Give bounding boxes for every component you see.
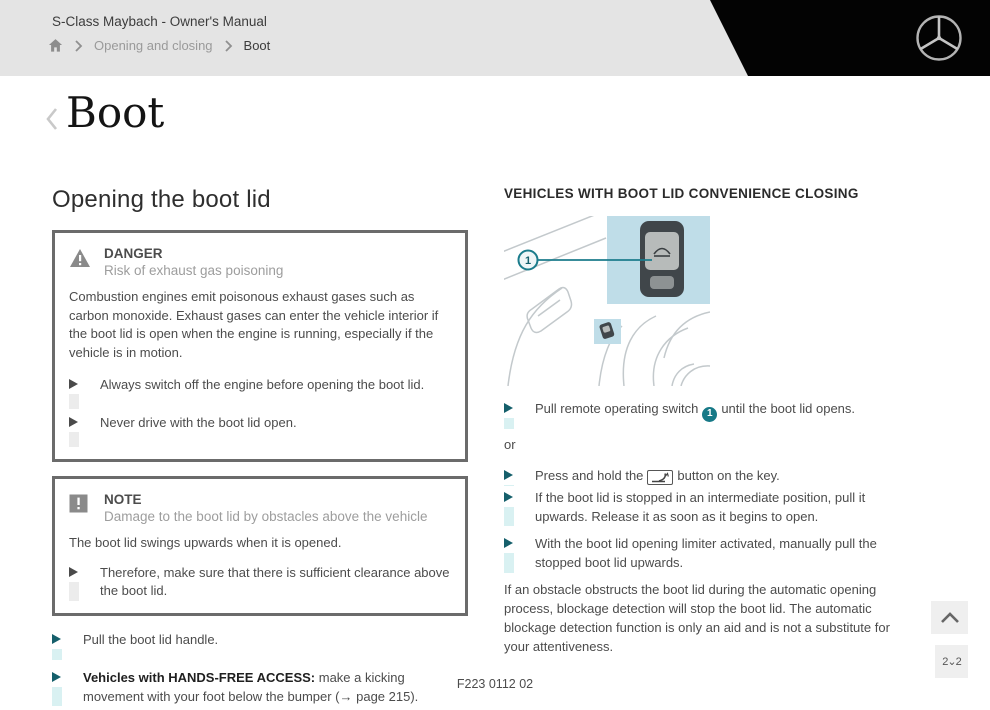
note-body: The boot lid swings upwards when it is opened. xyxy=(69,534,342,550)
hands-free-access-bold: Vehicles with HANDS-FREE ACCESS: xyxy=(83,670,316,686)
note-box-header xyxy=(69,492,451,524)
hands-free-access-rest: make a kicking movement with your foot below the bumper (→ page 215). xyxy=(83,670,419,704)
figure-callout-number: 1 xyxy=(524,255,532,267)
boot-switch-illustration xyxy=(504,216,710,386)
mercedes-logo[interactable] xyxy=(914,13,964,63)
bullet-arrow-icon xyxy=(52,630,83,660)
danger-label: DANGER xyxy=(104,246,163,261)
switch-post-text: until the boot lid opens. xyxy=(721,401,856,416)
home-icon[interactable] xyxy=(48,38,63,53)
left-column xyxy=(52,186,468,710)
note-bullet-text: Therefore, make sure that there is sufficient clearance above the boot lid. xyxy=(100,564,450,599)
section-title-opening: Opening the boot lid xyxy=(52,186,271,213)
note-box xyxy=(52,476,468,616)
key-post-text: button on the key. xyxy=(677,468,780,483)
danger-bullet xyxy=(69,413,451,447)
instruction-text xyxy=(535,466,906,486)
instruction-text: If the boot lid is stopped in an intermediate position, pull it upwards. Release it as soon as it begins to open. xyxy=(535,490,866,524)
danger-subtitle: Risk of exhaust gas poisoning xyxy=(104,263,284,278)
blockage-detection-paragraph: If an obstacle obstructs the boot lid during the automatic opening process, blockage detection will stop the boot lid. The automatic blockage detection function is only an aid and is not a substitute for your attentiveness. xyxy=(504,581,890,654)
scroll-to-top-button[interactable] xyxy=(931,601,968,634)
bullet-arrow-icon xyxy=(69,375,100,409)
danger-bullet-text: Always switch off the engine before opening the boot lid. xyxy=(100,376,425,392)
app-header xyxy=(0,0,990,76)
note-exclamation-icon xyxy=(69,492,91,524)
instruction-text: Pull the boot lid handle. xyxy=(83,632,219,648)
manual-title: S-Class Maybach - Owner's Manual xyxy=(52,14,267,29)
danger-box xyxy=(52,230,468,462)
danger-box-header xyxy=(69,246,451,278)
instruction-bullet xyxy=(52,630,468,660)
breadcrumb-item-parent[interactable]: Opening and closing xyxy=(94,38,213,53)
bullet-arrow-icon xyxy=(504,466,535,486)
breadcrumb-chevron-icon xyxy=(74,39,83,53)
chevron-up-icon xyxy=(938,610,962,626)
or-separator: or xyxy=(504,437,516,452)
danger-bullet-text: Never drive with the boot lid open. xyxy=(100,414,297,430)
note-bullet xyxy=(69,563,451,601)
key-pre-text: Press and hold the xyxy=(535,468,644,483)
instruction-bullet xyxy=(504,534,906,572)
bullet-arrow-icon xyxy=(69,413,100,447)
page-title: Boot xyxy=(66,88,165,137)
section-title-convenience: VEHICLES WITH BOOT LID CONVENIENCE CLOSING xyxy=(504,186,859,201)
callout-number-badge: 1 xyxy=(702,407,717,422)
instruction-text: With the boot lid opening limiter activated, manually pull the stopped boot lid upwards. xyxy=(535,536,877,571)
note-label: NOTE xyxy=(104,491,142,507)
switch-pre-text: Pull remote operating switch xyxy=(535,401,699,416)
back-chevron-icon[interactable] xyxy=(44,104,62,134)
bullet-arrow-icon xyxy=(504,399,535,429)
boot-release-key-button-icon xyxy=(647,470,673,485)
danger-body: Combustion engines emit poisonous exhaust gases such as carbon monoxide. Exhaust gases can enter the vehicle interior if the boot lid is open when the engine is running, especially if the vehicle is in motion. xyxy=(69,289,439,361)
instruction-bullet xyxy=(504,466,906,486)
breadcrumb-chevron-icon xyxy=(224,39,233,53)
warning-triangle-icon xyxy=(69,246,91,278)
bullet-arrow-icon xyxy=(504,534,535,572)
right-column xyxy=(504,186,906,657)
danger-bullet xyxy=(69,375,451,409)
breadcrumb-item-current: Boot xyxy=(243,38,271,53)
instruction-bullet xyxy=(504,488,906,526)
document-code: F223 0112 02 xyxy=(456,677,534,691)
bullet-arrow-icon xyxy=(504,488,535,526)
page-indicator-button[interactable]: 2⌄2 xyxy=(935,645,968,678)
instruction-text xyxy=(535,399,906,429)
bullet-arrow-icon xyxy=(69,563,100,601)
instruction-bullet xyxy=(504,399,906,429)
breadcrumb xyxy=(48,38,270,53)
note-subtitle: Damage to the boot lid by obstacles above the vehicle xyxy=(104,508,428,524)
